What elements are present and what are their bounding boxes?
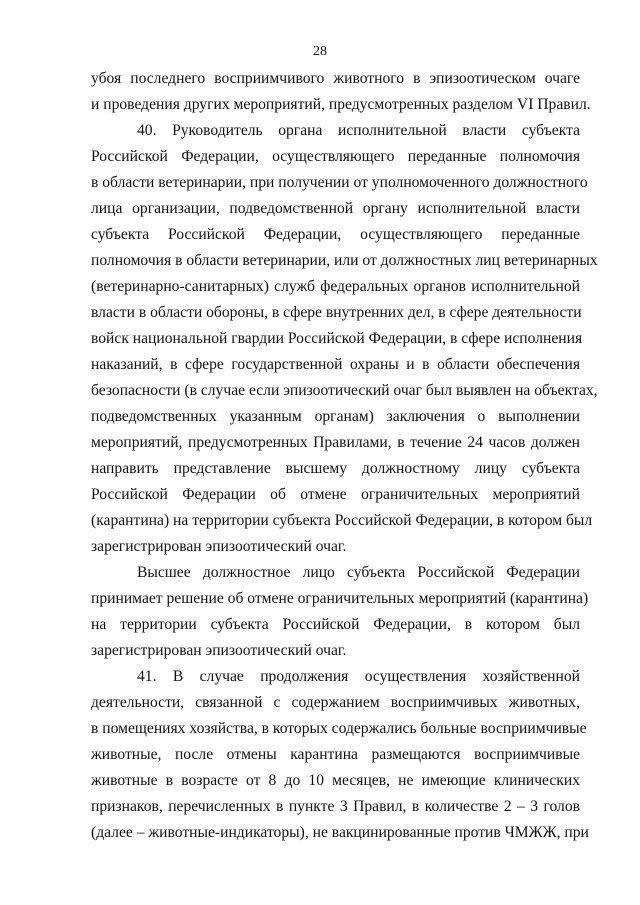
text-line: власти в области обороны, в сфере внутренних дел, в сфере деятельности (91, 304, 582, 321)
text-line: направить представление высшему должностному лицу субъекта (91, 460, 580, 477)
text-line: Российской Федерации об отмене ограничительных мероприятий (91, 486, 580, 503)
text-line: и проведения других мероприятий, предусмотренных разделом VI Правил. (91, 96, 591, 113)
paragraph-continuation (91, 66, 591, 118)
paragraph-clause-40-decision (91, 560, 589, 664)
paragraph-clause-41 (91, 664, 589, 846)
document-body (91, 66, 598, 846)
text-line: в помещениях хозяйства, в которых содержались больные восприимчивые (91, 720, 587, 737)
paragraph-clause-40 (91, 118, 598, 560)
text-line: Высшее должностное лицо субъекта Российской Федерации (137, 564, 580, 581)
text-line: войск национальной гвардии Российской Федерации, в сфере исполнения (91, 330, 583, 347)
page-number: 28 (313, 44, 327, 59)
text-line: безопасности (в случае если эпизоотический очаг был выявлен на объектах, (91, 382, 598, 399)
text-line: животные, после отмены карантина размещаются восприимчивые (91, 746, 580, 763)
text-line: принимает решение об отмене ограничительных мероприятий (карантина) (91, 590, 589, 607)
text-line: на территории субъекта Российской Федерации, в котором был (91, 616, 580, 633)
text-line: 41. В случае продолжения осуществления хозяйственной (137, 668, 580, 685)
text-line: убоя последнего восприимчивого животного в эпизоотическом очаге (91, 70, 580, 87)
text-line: (карантина) на территории субъекта Российской Федерации, в котором был (91, 512, 593, 529)
text-line: 40. Руководитель органа исполнительной власти субъекта (137, 122, 580, 139)
text-line: зарегистрирован эпизоотический очаг. (91, 642, 347, 659)
text-line: лица организации, подведомственной органу исполнительной власти (91, 200, 580, 217)
text-line: (далее – животные-индикаторы), не вакцинированные против ЧМЖЖ, при (91, 824, 589, 841)
text-line: мероприятий, предусмотренных Правилами, в течение 24 часов должен (91, 434, 580, 451)
text-line: животные в возрасте от 8 до 10 месяцев, не имеющие клинических (91, 772, 580, 789)
text-line: (ветеринарно-санитарных) служб федеральных органов исполнительной (91, 278, 580, 295)
text-line: Российской Федерации, осуществляющего переданные полномочия (91, 148, 580, 165)
text-line: наказаний, в сфере государственной охраны и в области обеспечения (91, 356, 580, 373)
text-line: признаков, перечисленных в пункте 3 Правил, в количестве 2 – 3 голов (91, 798, 580, 815)
text-line: зарегистрирован эпизоотический очаг. (91, 538, 347, 555)
text-line: подведомственных указанным органам) заключения о выполнении (91, 408, 580, 425)
text-line: полномочия в области ветеринарии, или от должностных лиц ветеринарных (91, 252, 598, 269)
text-line: деятельности, связанной с содержанием восприимчивых животных, (91, 694, 580, 711)
text-line: субъекта Российской Федерации, осуществляющего переданные (91, 226, 580, 243)
text-line: в области ветеринарии, при получении от уполномоченного должностного (91, 174, 588, 191)
